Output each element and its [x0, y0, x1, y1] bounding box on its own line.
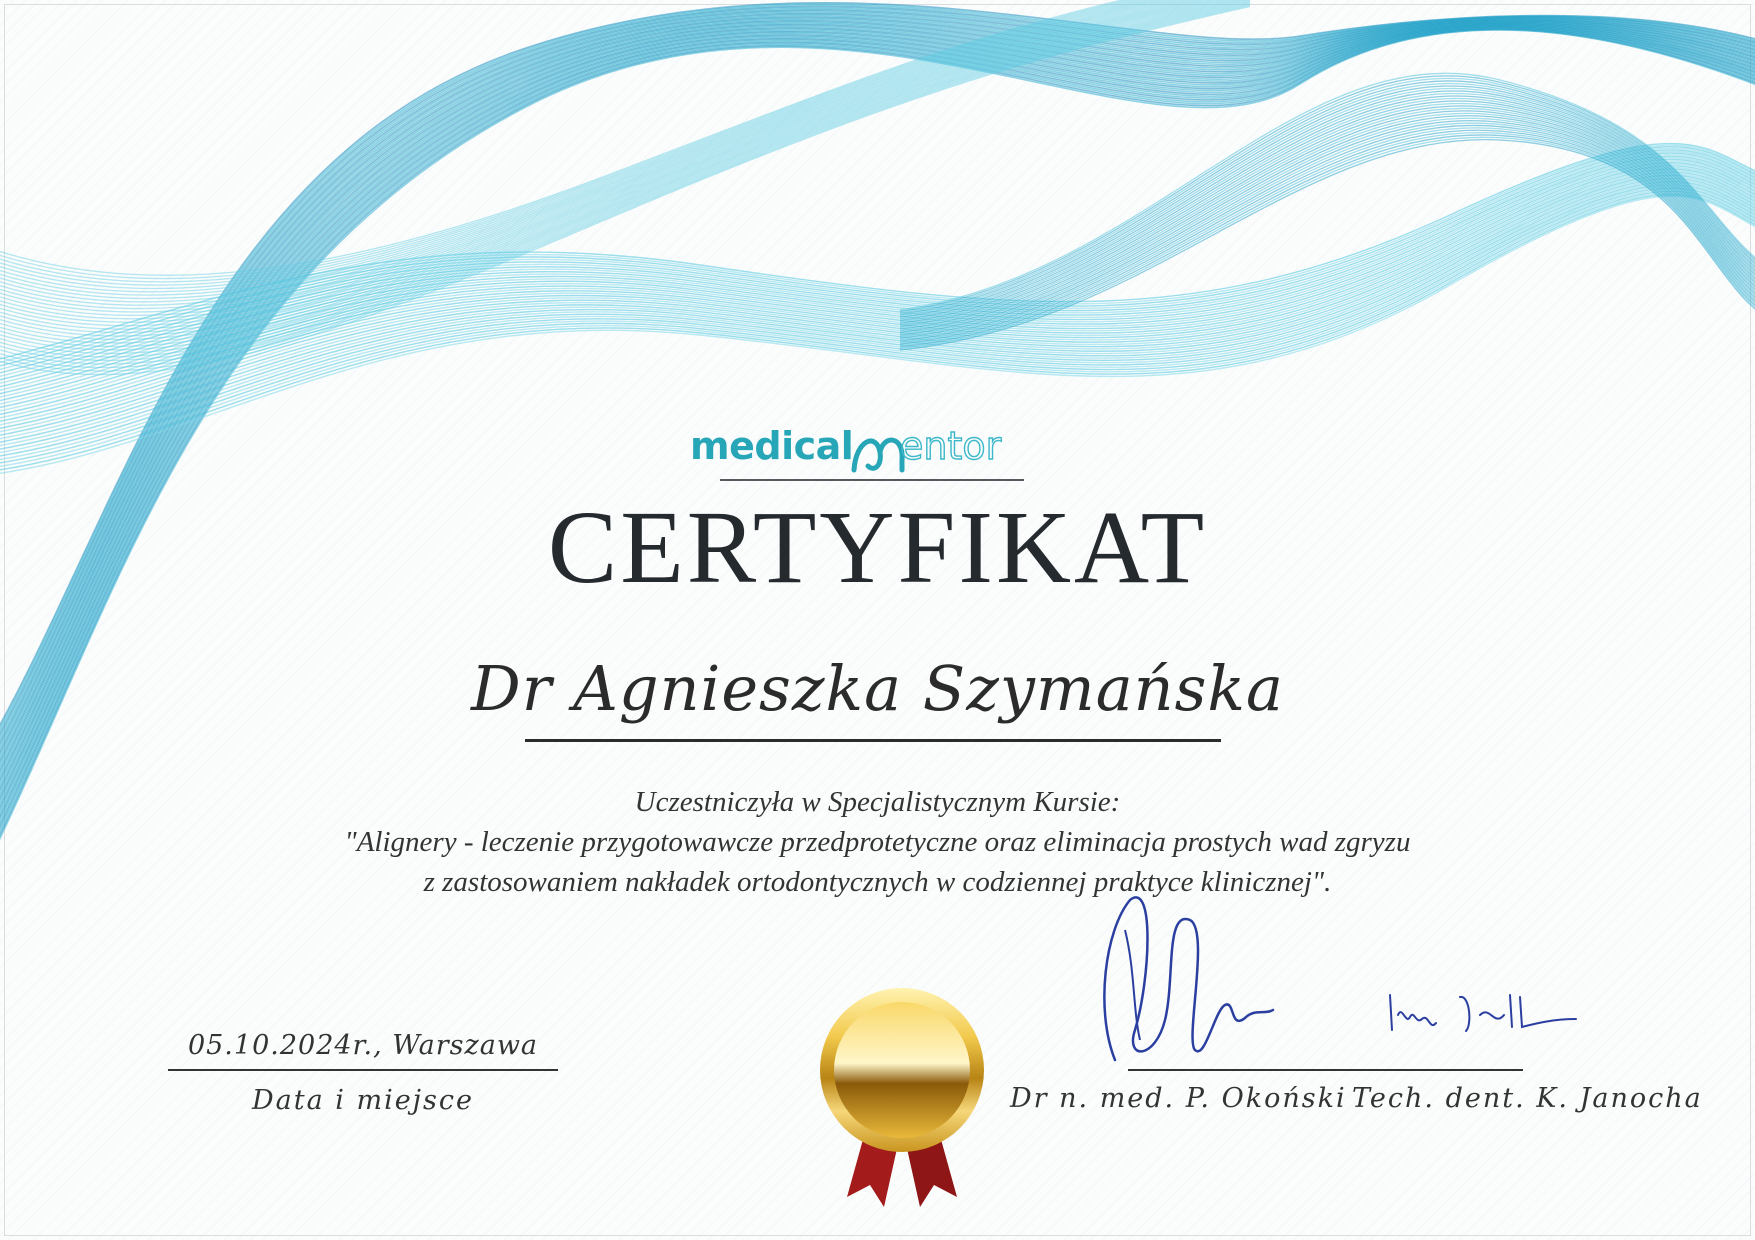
medical-mentor-logo	[690, 418, 1060, 488]
gold-seal-icon	[812, 985, 992, 1215]
logo-underline	[720, 479, 1024, 481]
recipient-name: Dr Agnieszka Szymańska	[471, 652, 1284, 725]
signature-okonski	[1095, 890, 1315, 1070]
logo-medical-text: medical	[690, 424, 854, 468]
course-intro: Uczestniczyła w Specjalistycznym Kursie:	[634, 786, 1121, 818]
course-title-line-1: "Alignery - leczenie przygotowawcze przedprotetyczne oraz eliminacja prostych wad zgryzu	[344, 826, 1411, 858]
signature-janocha	[1380, 985, 1580, 1055]
date-place-label: Data i miejsce	[251, 1085, 475, 1116]
course-title-line-2: z zastosowaniem nakładek ortodontycznych w codziennej praktyce klinicznej".	[423, 866, 1332, 898]
logo-mentor-text: entor	[900, 424, 1002, 468]
wave-strand	[900, 91, 1755, 320]
date-place-value: 05.10.2024r., Warszawa	[187, 1030, 539, 1061]
signature-line	[1128, 1069, 1523, 1071]
certificate-title: CERTYFIKAT	[547, 490, 1208, 605]
wave-strand	[900, 94, 1755, 322]
date-underline	[168, 1069, 558, 1071]
logo-m-swoosh-icon	[850, 426, 906, 482]
recipient-underline	[525, 739, 1221, 742]
signer-janocha: Tech. dent. K. Janocha	[1352, 1083, 1703, 1114]
signer-okonski: Dr n. med. P. Okoński	[1010, 1083, 1347, 1114]
